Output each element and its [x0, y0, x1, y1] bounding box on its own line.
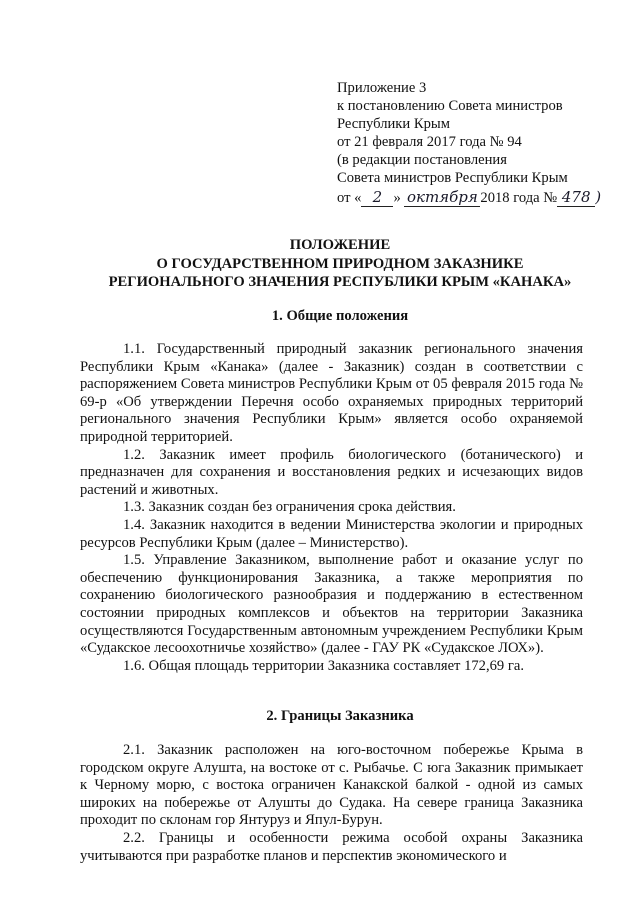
appendix-line: от 21 февраля 2017 года № 94 — [337, 134, 522, 151]
appendix-date-line — [337, 188, 627, 207]
paragraph: 1.3. Заказник создан без ограничения срока действия. — [123, 499, 456, 516]
paragraph: 1.1. Государственный природный заказник регионального значения Республики Крым «Канака» (далее - Заказник) создан в соответствии с распоряжением Совета министров Республики Крым от 05 февраля 2015 года № 69-р «Об утверждении Перечня особо охраняемых природных территорий регионального значения Республики Крым» является особо охраняемой природной территорией. — [80, 341, 583, 445]
section-heading-general: 1. Общие положения — [271, 308, 409, 324]
section-body-general — [80, 341, 583, 675]
appendix-line: Совета министров Республики Крым — [337, 170, 568, 187]
date-prefix: от « — [337, 189, 362, 206]
paragraph: 1.4. Заказник находится в ведении Министерства экологии и природных ресурсов Республики Крым (далее – Министерство). — [80, 516, 583, 551]
date-suffix: 2018 года № — [480, 189, 558, 206]
section-body-boundaries — [80, 742, 583, 865]
paragraph: 1.6. Общая площадь территории Заказника составляет 172,69 га. — [123, 657, 524, 674]
title-line: РЕГИОНАЛЬНОГО ЗНАЧЕНИЯ РЕСПУБЛИКИ КРЫМ «КАНАКА» — [108, 274, 572, 290]
title-line: О ГОСУДАРСТВЕННОМ ПРИРОДНОМ ЗАКАЗНИКЕ — [156, 255, 524, 272]
appendix-line: Республики Крым — [337, 116, 450, 133]
appendix-line: к постановлению Совета министров — [337, 98, 563, 115]
paragraph: 2.2. Границы и особенности режима особой охраны Заказника учитываются при разработке планов и перспектив экономического и — [80, 829, 583, 864]
appendix-block — [337, 79, 627, 207]
handwritten-month: октября — [404, 189, 480, 207]
paragraph: 2.1. Заказник расположен на юго-восточном побережье Крыма в городском округе Алушта, на востоке от с. Рыбачье. С юга Заказник примыкает к Черному морю, с востока ограничен Канакской балкой - одной из самых широких на побережье от Алушты до Судака. На севере граница Заказника проходит по склонам гор Янтуруз и Япул-Бурун. — [80, 742, 583, 829]
date-mid: » — [393, 189, 401, 206]
title-line: ПОЛОЖЕНИЕ — [289, 237, 391, 253]
handwritten-number: 478 — [557, 189, 595, 207]
date-close: ) — [595, 187, 602, 206]
appendix-line: (в редакции постановления — [337, 152, 507, 169]
section-heading-boundaries: 2. Границы Заказника — [266, 708, 414, 724]
paragraph: 1.5. Управление Заказником, выполнение работ и оказание услуг по обеспечению функционирования Заказника, а также мероприятия по сохранению биологического разнообразия и поддержанию в естественном состоянии природных комплексов и объектов на территории Заказника осуществляются Государственным автономным учреждением Республики Крым «Судакское лесоохотничье хозяйство» (далее - ГАУ РК «Судакское ЛОХ»). — [80, 552, 583, 657]
handwritten-day: 2 — [361, 189, 393, 207]
appendix-line: Приложение 3 — [337, 80, 427, 96]
paragraph: 1.2. Заказник имеет профиль биологического (ботанического) и предназначен для сохранения и восстановления редких и исчезающих видов растений и животных. — [80, 446, 583, 498]
document-title — [60, 236, 620, 292]
